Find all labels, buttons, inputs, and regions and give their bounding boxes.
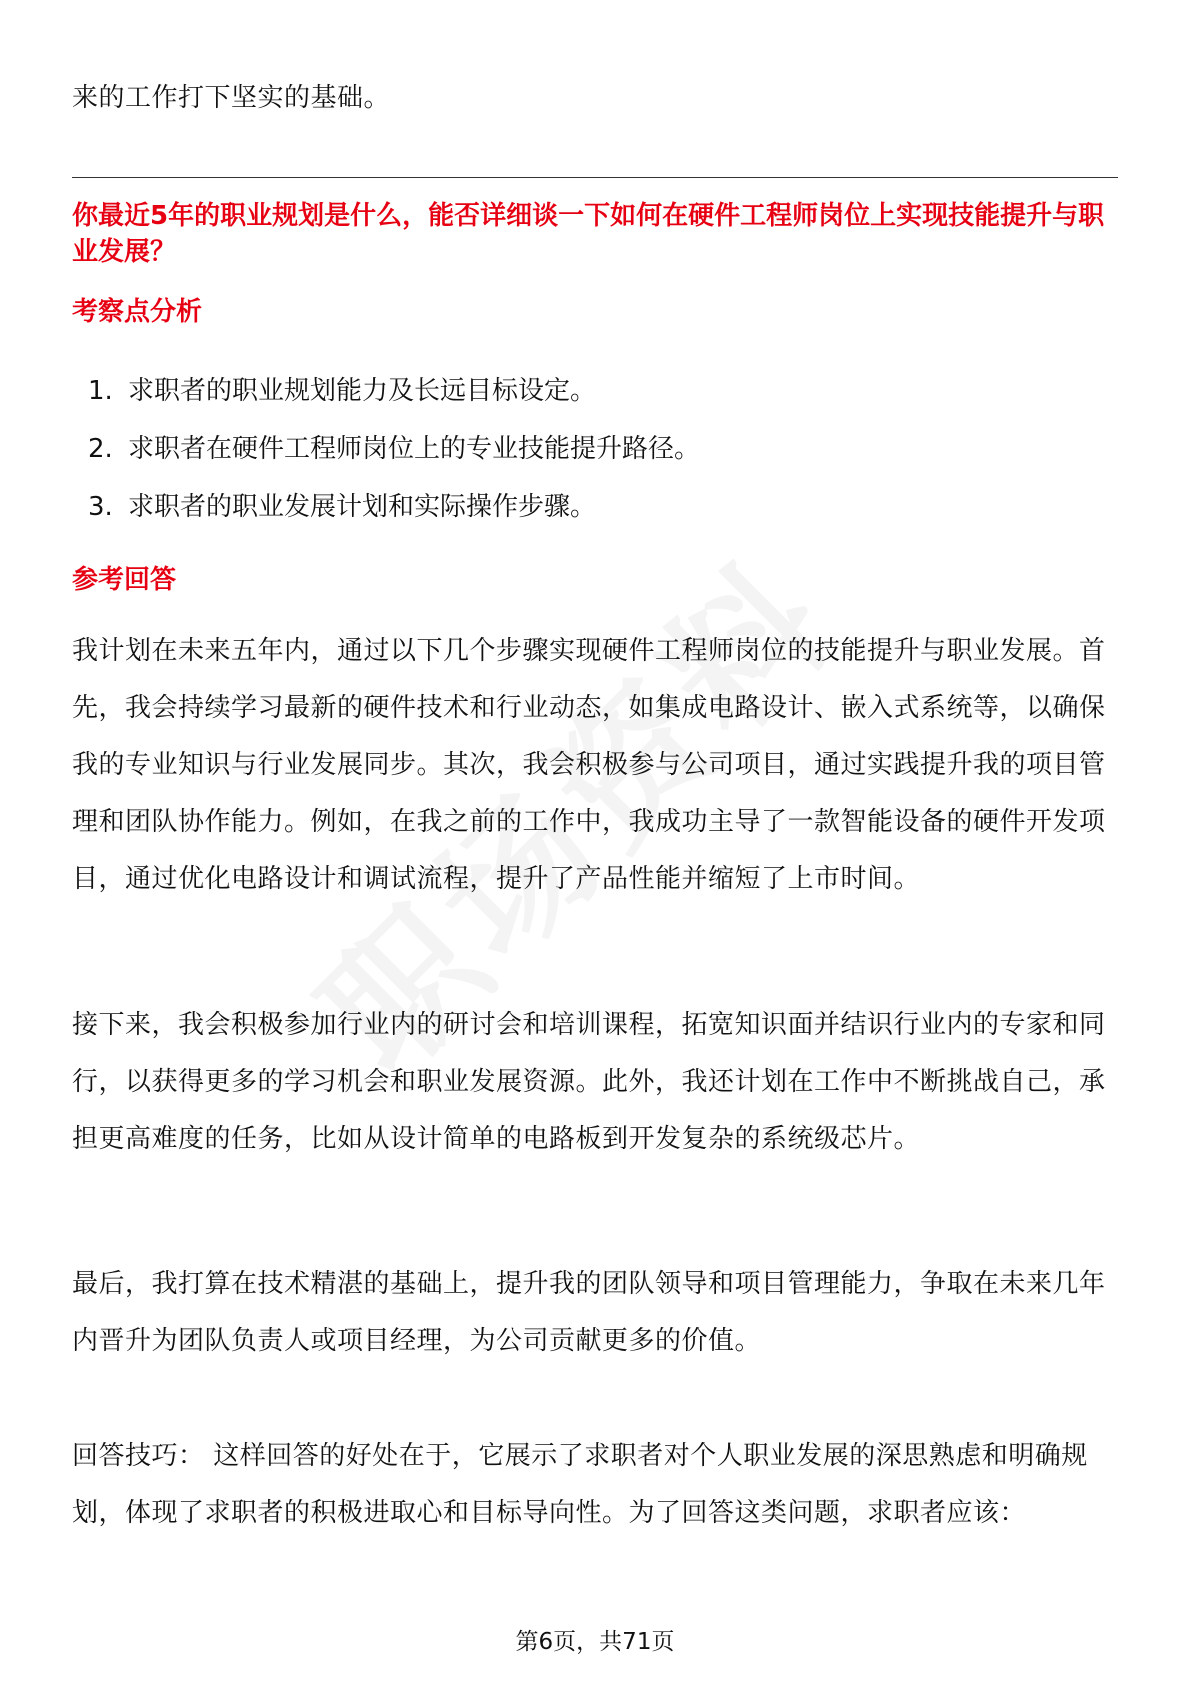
list-item-number: 3. bbox=[88, 492, 113, 522]
list-item-text: 求职者的职业发展计划和实际操作步骤。 bbox=[128, 492, 597, 522]
section-divider bbox=[72, 177, 1118, 178]
list-item bbox=[88, 478, 700, 536]
list-item-number: 2. bbox=[88, 434, 113, 464]
answer-tips-paragraph: 回答技巧： 这样回答的好处在于，它展示了求职者对个人职业发展的深思熟虑和明确规划，体现了求职者的积极进取心和目标导向性。为了回答这类问题，求职者应该： bbox=[72, 1441, 1088, 1528]
carryover-text: 来的工作打下坚实的基础。 bbox=[72, 83, 391, 113]
list-item-text: 求职者的职业规划能力及长远目标设定。 bbox=[128, 376, 597, 406]
answer-title: 参考回答 bbox=[72, 565, 177, 595]
list-item-number: 1. bbox=[88, 376, 113, 406]
analysis-title: 考察点分析 bbox=[72, 297, 203, 327]
list-item bbox=[88, 420, 700, 478]
answer-paragraph: 我计划在未来五年内，通过以下几个步骤实现硬件工程师岗位的技能提升与职业发展。首先，我会持续学习最新的硬件技术和行业动态，如集成电路设计、嵌入式系统等，以确保我的专业知识与行业发展同步。其次，我会积极参与公司项目，通过实践提升我的项目管理和团队协作能力。例如，在我之前的工作中，我成功主导了一款智能设备的硬件开发项目，通过优化电路设计和调试流程，提升了产品性能并缩短了上市时间。 bbox=[72, 636, 1106, 894]
answer-paragraph: 最后，我打算在技术精湛的基础上，提升我的团队领导和项目管理能力，争取在未来几年内晋升为团队负责人或项目经理，为公司贡献更多的价值。 bbox=[72, 1269, 1106, 1356]
analysis-list bbox=[88, 362, 700, 536]
answer-paragraph: 接下来，我会积极参加行业内的研讨会和培训课程，拓宽知识面并结识行业内的专家和同行，以获得更多的学习机会和职业发展资源。此外，我还计划在工作中不断挑战自己，承担更高难度的任务，比如从设计简单的电路板到开发复杂的系统级芯片。 bbox=[72, 1010, 1106, 1154]
list-item bbox=[88, 362, 700, 420]
page-footer: 第6页，共71页 bbox=[515, 1629, 675, 1655]
list-item-text: 求职者在硬件工程师岗位上的专业技能提升路径。 bbox=[128, 434, 701, 464]
question-heading: 你最近5年的职业规划是什么，能否详细谈一下如何在硬件工程师岗位上实现技能提升与职业发展？ bbox=[72, 201, 1105, 267]
